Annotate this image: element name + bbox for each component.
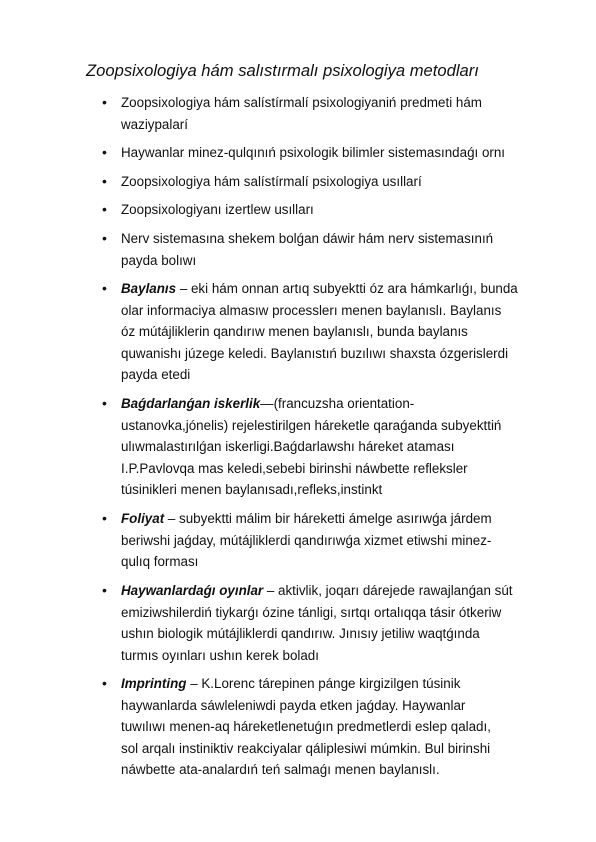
text-line: quwanishı júzege keledi. Baylanıstıń buzılıwı shaxsta ózgerislerdi — [121, 345, 509, 361]
bullet-icon: • — [102, 510, 107, 526]
list-item-text — [121, 142, 561, 164]
text-line: túsinikleri menen baylanısadı,refleks,instinkt — [121, 482, 383, 498]
list-item-text — [121, 393, 561, 501]
bullet-icon: • — [102, 280, 107, 296]
text-fragment: – K.Lorenc tárepinen pánge kirgizilgen túsinik — [186, 676, 461, 691]
text-line: Zoopsixologiya hám salístírmalí psixologiya usıllarí — [121, 174, 422, 189]
text-line — [121, 580, 561, 602]
text-fragment: – aktivlik, joqarı dárejede rawajlanǵan sút — [263, 583, 513, 598]
text-line — [121, 508, 561, 530]
text-line: óz mútájliklerin qandırıw menen baylanıslı, bunda baylanıs — [121, 324, 468, 340]
list-item-text — [121, 199, 561, 221]
text-line: olar informaciya almasıw processlerı menen baylanıslı. Baylanıs — [121, 302, 502, 318]
list-item-text — [121, 673, 561, 781]
text-line: Zoopsixologiyanı izertlew usılları — [121, 202, 314, 217]
bullet-icon: • — [102, 395, 107, 411]
bullet-icon: • — [102, 173, 107, 189]
text-line: ustanovka,jónelis) rejelestirilgen háreketle qaraǵanda subyekttiń — [121, 417, 502, 433]
document-title: Zoopsixologiya hám salıstırmalı psixologiya metodları — [86, 61, 479, 80]
term-label: Baylanıs — [121, 281, 177, 296]
list-item-text — [121, 580, 561, 666]
text-line: náwbette ata-analardıń teń salmaǵı menen baylanıslı. — [121, 762, 440, 778]
term-label: Imprinting — [121, 676, 187, 691]
term-label: Baǵdarlanǵan iskerlik — [121, 396, 261, 411]
bullet-icon: • — [102, 201, 107, 217]
list-item-text — [121, 228, 561, 271]
list-item-text — [121, 508, 561, 573]
text-fragment: – subyektti málim bir háreketti ámelge asırıwǵa járdem — [164, 511, 492, 526]
list-item-text — [121, 92, 561, 135]
bullet-icon: • — [102, 230, 107, 246]
term-label: Foliyat — [121, 511, 165, 526]
text-line: beriwshi jaǵday, mútájliklerdi qandırıwǵa xizmet etiwshi minez- — [121, 532, 492, 548]
text-line: turmıs oyınları ushın kerek boladı — [121, 647, 319, 663]
text-line: emiziwshilerdiń tiykarǵı ózine tánligi, sırtqı ortalıqqa tásir ótkeriw — [121, 604, 502, 620]
text-line: ulıwmalastırılǵan iskerligi.Baǵdarlawshı háreket ataması — [121, 439, 455, 455]
text-fragment: – eki hám onnan artıq subyektti óz ara hámkarlıǵı, bunda — [176, 281, 518, 296]
bullet-icon: • — [102, 675, 107, 691]
text-line: sol arqalı instiniktiv reakciyalar qáliplesiwi múmkin. Bul birinshi — [121, 740, 491, 756]
text-line: Nerv sistemasına shekem bolǵan dáwir hám nerv sistemasınıń — [121, 231, 494, 246]
text-line: payda etedi — [121, 367, 191, 383]
text-fragment: —(francuzsha orientation- — [260, 396, 415, 411]
text-line: qulıq forması — [121, 554, 199, 570]
text-line: Zoopsixologiya hám salístírmalí psixologiyaniń predmeti hám — [121, 95, 482, 110]
text-line: tuwılıwı menen-aq háreketlenetuǵın predmetlerdi eslep qaladı, — [121, 719, 491, 735]
text-line: payda bolıwı — [121, 252, 197, 268]
list-item-text — [121, 171, 561, 193]
bullet-icon: • — [102, 144, 107, 160]
text-line: I.P.Pavlovqa mas keledi,sebebi birinshi náwbette refleksler — [121, 460, 468, 476]
text-line — [121, 278, 561, 300]
bullet-icon: • — [102, 582, 107, 598]
list-item-text — [121, 278, 561, 386]
term-label: Haywanlardaǵı oyınlar — [121, 583, 264, 598]
text-line — [121, 393, 561, 415]
text-line: ushın biologik mútájliklerdi qandırıw. Jınısıy jetiliw waqtǵında — [121, 626, 480, 642]
bullet-icon: • — [102, 94, 107, 110]
text-line: Haywanlar minez-qulqınıń psixologik bilimler sistemasındaǵı ornı — [121, 145, 506, 160]
text-line: haywanlarda sáwleleniwdi payda etken jaǵday. Haywanlar — [121, 697, 466, 713]
text-line — [121, 673, 561, 695]
text-line: waziypalarí — [121, 116, 188, 132]
